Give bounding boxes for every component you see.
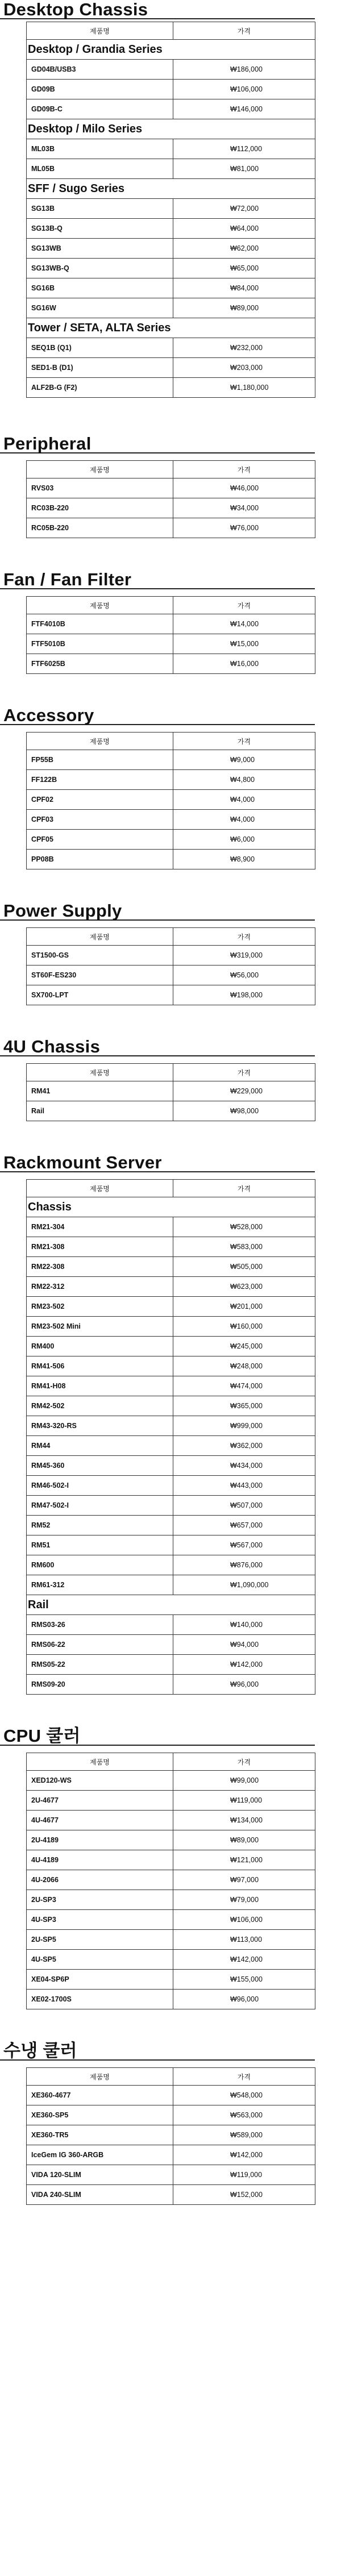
- product-name: RM45-360: [27, 1456, 173, 1476]
- section-title: Accessory: [0, 706, 315, 725]
- table-row: [27, 790, 315, 810]
- product-name: SG13WB-Q: [27, 259, 173, 278]
- product-price: ₩106,000: [173, 1910, 315, 1930]
- product-price: ₩65,000: [173, 259, 315, 278]
- table-row: [27, 1277, 315, 1297]
- table-row: [27, 1811, 315, 1830]
- table-row: [27, 1356, 315, 1376]
- product-name: XED120-WS: [27, 1771, 173, 1791]
- group-title: Chassis: [27, 1197, 315, 1217]
- product-name: RM61-312: [27, 1575, 173, 1595]
- header-price: 가격: [173, 733, 315, 750]
- product-name: GD04B/USB3: [27, 60, 173, 80]
- product-name: RM21-304: [27, 1217, 173, 1237]
- header-name: 제품명: [27, 22, 173, 40]
- product-name: 4U-2066: [27, 1870, 173, 1890]
- product-name: XE360-TR5: [27, 2125, 173, 2145]
- product-name: RM23-502: [27, 1297, 173, 1317]
- price-table: [26, 927, 315, 1005]
- table-row: [27, 1635, 315, 1655]
- table-header-row: [27, 928, 315, 946]
- table-row: [27, 1396, 315, 1416]
- product-price: ₩106,000: [173, 80, 315, 99]
- product-name: RM22-308: [27, 1257, 173, 1277]
- product-name: RM41-506: [27, 1356, 173, 1376]
- table-row: [27, 634, 315, 654]
- table-row: [27, 1317, 315, 1337]
- product-price: ₩146,000: [173, 99, 315, 119]
- product-price: ₩999,000: [173, 1416, 315, 1436]
- product-name: ML05B: [27, 159, 173, 179]
- table-row: [27, 966, 315, 985]
- product-name: FTF5010B: [27, 634, 173, 654]
- section-title: Peripheral: [0, 434, 315, 453]
- product-name: 4U-4189: [27, 1850, 173, 1870]
- product-price: ₩14,000: [173, 614, 315, 634]
- table-row: [27, 278, 315, 298]
- product-name: VIDA 240-SLIM: [27, 2185, 173, 2205]
- section-title: 수냉 쿨러: [0, 2041, 315, 2061]
- product-name: SG13WB: [27, 239, 173, 259]
- group-title: Tower / SETA, ALTA Series: [27, 318, 315, 338]
- table-header-row: [27, 1064, 315, 1081]
- product-name: RM600: [27, 1555, 173, 1575]
- product-name: RM400: [27, 1337, 173, 1356]
- product-price: ₩567,000: [173, 1535, 315, 1555]
- product-name: SED1-B (D1): [27, 358, 173, 378]
- table-row: [27, 1257, 315, 1277]
- table-row: [27, 830, 315, 850]
- table-row: [27, 1297, 315, 1317]
- product-price: ₩79,000: [173, 1890, 315, 1910]
- product-name: 4U-SP3: [27, 1910, 173, 1930]
- product-price: ₩155,000: [173, 1970, 315, 1990]
- product-name: 2U-4677: [27, 1791, 173, 1811]
- product-name: 4U-4677: [27, 1811, 173, 1830]
- product-price: ₩583,000: [173, 1237, 315, 1257]
- table-row: [27, 298, 315, 318]
- group-row: [27, 318, 315, 338]
- section-title: CPU 쿨러: [0, 1726, 315, 1746]
- table-row: [27, 1496, 315, 1516]
- table-row: [27, 850, 315, 869]
- section-peripheral: [0, 434, 341, 538]
- section-title: Power Supply: [0, 901, 315, 921]
- product-name: FTF6025B: [27, 654, 173, 674]
- table-header-row: [27, 22, 315, 40]
- product-name: FF122B: [27, 770, 173, 790]
- product-price: ₩9,000: [173, 750, 315, 770]
- table-row: [27, 1476, 315, 1496]
- product-name: VIDA 120-SLIM: [27, 2165, 173, 2185]
- header-price: 가격: [173, 597, 315, 614]
- product-price: ₩186,000: [173, 60, 315, 80]
- section-water-cooler: [0, 2041, 341, 2205]
- table-row: [27, 614, 315, 634]
- section-title: Rackmount Server: [0, 1153, 315, 1172]
- section-fan: [0, 570, 341, 674]
- product-name: SEQ1B (Q1): [27, 338, 173, 358]
- table-row: [27, 518, 315, 538]
- product-price: ₩198,000: [173, 985, 315, 1005]
- table-row: [27, 498, 315, 518]
- table-row: [27, 1930, 315, 1950]
- product-price: ₩112,000: [173, 139, 315, 159]
- table-row: [27, 750, 315, 770]
- product-price: ₩876,000: [173, 1555, 315, 1575]
- table-header-row: [27, 597, 315, 614]
- product-price: ₩474,000: [173, 1376, 315, 1396]
- table-row: [27, 2185, 315, 2205]
- table-row: [27, 159, 315, 179]
- table-row: [27, 1376, 315, 1396]
- header-name: 제품명: [27, 461, 173, 478]
- header-price: 가격: [173, 1753, 315, 1771]
- table-row: [27, 358, 315, 378]
- section-power-supply: [0, 901, 341, 1005]
- table-row: [27, 1970, 315, 1990]
- product-price: ₩528,000: [173, 1217, 315, 1237]
- table-row: [27, 1850, 315, 1870]
- product-name: RM52: [27, 1516, 173, 1535]
- product-price: ₩134,000: [173, 1811, 315, 1830]
- table-row: [27, 985, 315, 1005]
- product-name: RM41-H08: [27, 1376, 173, 1396]
- product-name: XE360-4677: [27, 2086, 173, 2105]
- header-name: 제품명: [27, 928, 173, 946]
- product-price: ₩434,000: [173, 1456, 315, 1476]
- group-row: [27, 40, 315, 60]
- table-row: [27, 478, 315, 498]
- table-row: [27, 199, 315, 219]
- table-row: [27, 770, 315, 790]
- product-price: ₩119,000: [173, 1791, 315, 1811]
- product-price: ₩229,000: [173, 1081, 315, 1101]
- header-price: 가격: [173, 928, 315, 946]
- table-row: [27, 219, 315, 239]
- table-row: [27, 80, 315, 99]
- table-row: [27, 1870, 315, 1890]
- table-row: [27, 2165, 315, 2185]
- header-name: 제품명: [27, 2068, 173, 2086]
- product-name: RMS09-20: [27, 1675, 173, 1695]
- product-name: RM43-320-RS: [27, 1416, 173, 1436]
- product-price: ₩89,000: [173, 298, 315, 318]
- product-name: 2U-4189: [27, 1830, 173, 1850]
- table-row: [27, 1990, 315, 2009]
- product-name: XE360-SP5: [27, 2105, 173, 2125]
- product-price: ₩98,000: [173, 1101, 315, 1121]
- product-name: RM42-502: [27, 1396, 173, 1416]
- product-name: SG16W: [27, 298, 173, 318]
- table-row: [27, 338, 315, 358]
- table-header-row: [27, 733, 315, 750]
- product-price: ₩62,000: [173, 239, 315, 259]
- product-price: ₩113,000: [173, 1930, 315, 1950]
- product-price: ₩1,090,000: [173, 1575, 315, 1595]
- product-price: ₩142,000: [173, 1950, 315, 1970]
- product-name: GD09B-C: [27, 99, 173, 119]
- product-price: ₩96,000: [173, 1675, 315, 1695]
- product-price: ₩6,000: [173, 830, 315, 850]
- product-name: RC03B-220: [27, 498, 173, 518]
- product-price: ₩4,800: [173, 770, 315, 790]
- product-name: XE02-1700S: [27, 1990, 173, 2009]
- product-name: CPF05: [27, 830, 173, 850]
- product-price: ₩365,000: [173, 1396, 315, 1416]
- product-price: ₩201,000: [173, 1297, 315, 1317]
- table-row: [27, 1950, 315, 1970]
- product-name: IceGem IG 360-ARGB: [27, 2145, 173, 2165]
- table-row: [27, 2086, 315, 2105]
- product-price: ₩142,000: [173, 2145, 315, 2165]
- product-name: RMS05-22: [27, 1655, 173, 1675]
- table-row: [27, 239, 315, 259]
- product-price: ₩119,000: [173, 2165, 315, 2185]
- table-row: [27, 1436, 315, 1456]
- header-name: 제품명: [27, 1753, 173, 1771]
- header-price: 가격: [173, 461, 315, 478]
- product-price: ₩505,000: [173, 1257, 315, 1277]
- table-header-row: [27, 461, 315, 478]
- table-row: [27, 946, 315, 966]
- table-row: [27, 1416, 315, 1436]
- table-row: [27, 1655, 315, 1675]
- product-price: ₩99,000: [173, 1771, 315, 1791]
- section-desktop-chassis: [0, 0, 341, 398]
- header-name: 제품명: [27, 597, 173, 614]
- section-title: 4U Chassis: [0, 1037, 315, 1056]
- product-price: ₩160,000: [173, 1317, 315, 1337]
- product-name: ML03B: [27, 139, 173, 159]
- table-row: [27, 810, 315, 830]
- price-table: [26, 460, 315, 538]
- table-row: [27, 1791, 315, 1811]
- product-name: RM51: [27, 1535, 173, 1555]
- header-name: 제품명: [27, 733, 173, 750]
- table-row: [27, 1101, 315, 1121]
- section-title: Fan / Fan Filter: [0, 570, 315, 589]
- product-name: RM22-312: [27, 1277, 173, 1297]
- product-name: SG16B: [27, 278, 173, 298]
- group-row: [27, 1197, 315, 1217]
- product-price: ₩34,000: [173, 498, 315, 518]
- group-row: [27, 1595, 315, 1615]
- product-price: ₩443,000: [173, 1476, 315, 1496]
- product-price: ₩96,000: [173, 1990, 315, 2009]
- product-name: RVS03: [27, 478, 173, 498]
- group-row: [27, 119, 315, 139]
- header-price: 가격: [173, 1064, 315, 1081]
- product-price: ₩15,000: [173, 634, 315, 654]
- price-table: [26, 1179, 315, 1695]
- group-title: SFF / Sugo Series: [27, 179, 315, 199]
- product-name: RM23-502 Mini: [27, 1317, 173, 1337]
- product-name: RMS06-22: [27, 1635, 173, 1655]
- product-name: RC05B-220: [27, 518, 173, 538]
- table-row: [27, 139, 315, 159]
- product-name: RM21-308: [27, 1237, 173, 1257]
- product-price: ₩248,000: [173, 1356, 315, 1376]
- price-table: [26, 596, 315, 674]
- table-header-row: [27, 1180, 315, 1197]
- price-table: [26, 22, 315, 398]
- table-row: [27, 2125, 315, 2145]
- price-table: [26, 1753, 315, 2009]
- product-price: ₩657,000: [173, 1516, 315, 1535]
- table-row: [27, 1237, 315, 1257]
- table-header-row: [27, 1753, 315, 1771]
- table-row: [27, 1516, 315, 1535]
- table-row: [27, 259, 315, 278]
- product-name: CPF03: [27, 810, 173, 830]
- product-price: ₩245,000: [173, 1337, 315, 1356]
- table-row: [27, 1830, 315, 1850]
- product-price: ₩362,000: [173, 1436, 315, 1456]
- product-name: ST60F-ES230: [27, 966, 173, 985]
- product-name: RM44: [27, 1436, 173, 1456]
- product-price: ₩76,000: [173, 518, 315, 538]
- table-row: [27, 1217, 315, 1237]
- product-price: ₩46,000: [173, 478, 315, 498]
- table-row: [27, 1771, 315, 1791]
- product-price: ₩64,000: [173, 219, 315, 239]
- group-title: Desktop / Grandia Series: [27, 40, 315, 60]
- product-price: ₩548,000: [173, 2086, 315, 2105]
- product-price: ₩232,000: [173, 338, 315, 358]
- table-row: [27, 1081, 315, 1101]
- table-row: [27, 1575, 315, 1595]
- table-row: [27, 378, 315, 398]
- product-name: Rail: [27, 1101, 173, 1121]
- product-name: RM41: [27, 1081, 173, 1101]
- product-name: SG13B: [27, 199, 173, 219]
- table-row: [27, 2105, 315, 2125]
- header-name: 제품명: [27, 1180, 173, 1197]
- product-price: ₩152,000: [173, 2185, 315, 2205]
- table-row: [27, 654, 315, 674]
- group-row: [27, 179, 315, 199]
- product-price: ₩97,000: [173, 1870, 315, 1890]
- product-name: SG13B-Q: [27, 219, 173, 239]
- section-rackmount-server: [0, 1153, 341, 1695]
- product-name: RM47-502-I: [27, 1496, 173, 1516]
- product-name: RMS03-26: [27, 1615, 173, 1635]
- section-title: Desktop Chassis: [0, 0, 315, 19]
- table-row: [27, 1555, 315, 1575]
- product-price: ₩4,000: [173, 790, 315, 810]
- product-price: ₩8,900: [173, 850, 315, 869]
- table-row: [27, 60, 315, 80]
- product-price: ₩142,000: [173, 1655, 315, 1675]
- header-name: 제품명: [27, 1064, 173, 1081]
- product-name: RM46-502-I: [27, 1476, 173, 1496]
- price-table: [26, 2067, 315, 2205]
- product-name: 4U-SP5: [27, 1950, 173, 1970]
- product-price: ₩56,000: [173, 966, 315, 985]
- product-price: ₩89,000: [173, 1830, 315, 1850]
- product-price: ₩72,000: [173, 199, 315, 219]
- section-cpu-cooler: [0, 1726, 341, 2009]
- header-price: 가격: [173, 22, 315, 40]
- product-name: FP55B: [27, 750, 173, 770]
- table-row: [27, 1535, 315, 1555]
- product-price: ₩319,000: [173, 946, 315, 966]
- header-price: 가격: [173, 2068, 315, 2086]
- product-name: SX700-LPT: [27, 985, 173, 1005]
- product-name: CPF02: [27, 790, 173, 810]
- price-table: [26, 732, 315, 869]
- table-row: [27, 1337, 315, 1356]
- product-price: ₩4,000: [173, 810, 315, 830]
- product-price: ₩589,000: [173, 2125, 315, 2145]
- product-price: ₩203,000: [173, 358, 315, 378]
- table-row: [27, 1456, 315, 1476]
- product-name: GD09B: [27, 80, 173, 99]
- price-table: [26, 1063, 315, 1121]
- table-row: [27, 1615, 315, 1635]
- section-4u-chassis: [0, 1037, 341, 1121]
- product-price: ₩1,180,000: [173, 378, 315, 398]
- product-name: 2U-SP3: [27, 1890, 173, 1910]
- product-price: ₩623,000: [173, 1277, 315, 1297]
- product-price: ₩563,000: [173, 2105, 315, 2125]
- product-price: ₩121,000: [173, 1850, 315, 1870]
- product-name: ALF2B-G (F2): [27, 378, 173, 398]
- product-price: ₩84,000: [173, 278, 315, 298]
- group-title: Rail: [27, 1595, 315, 1615]
- table-row: [27, 1890, 315, 1910]
- table-header-row: [27, 2068, 315, 2086]
- product-name: FTF4010B: [27, 614, 173, 634]
- group-title: Desktop / Milo Series: [27, 119, 315, 139]
- product-price: ₩140,000: [173, 1615, 315, 1635]
- product-price: ₩81,000: [173, 159, 315, 179]
- table-row: [27, 2145, 315, 2165]
- product-price: ₩94,000: [173, 1635, 315, 1655]
- product-price: ₩507,000: [173, 1496, 315, 1516]
- product-name: 2U-SP5: [27, 1930, 173, 1950]
- section-accessory: [0, 706, 341, 869]
- product-name: ST1500-GS: [27, 946, 173, 966]
- product-price: ₩16,000: [173, 654, 315, 674]
- header-price: 가격: [173, 1180, 315, 1197]
- table-row: [27, 1675, 315, 1695]
- product-name: XE04-SP6P: [27, 1970, 173, 1990]
- table-row: [27, 1910, 315, 1930]
- product-name: PP08B: [27, 850, 173, 869]
- table-row: [27, 99, 315, 119]
